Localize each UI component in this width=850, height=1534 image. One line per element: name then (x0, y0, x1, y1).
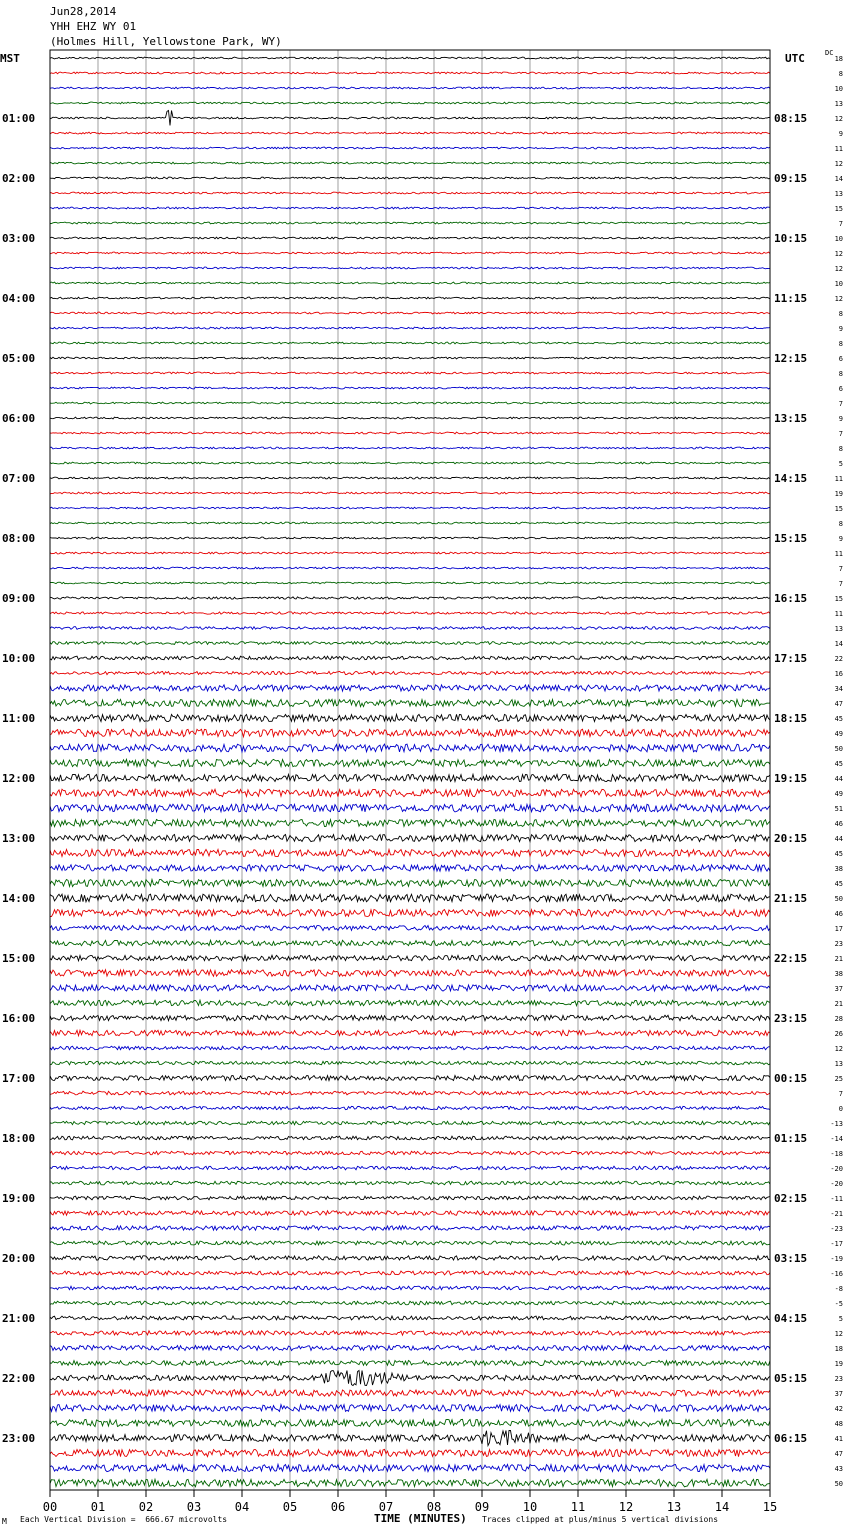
left-axis-label: MST (0, 52, 20, 65)
seismic-trace (50, 462, 770, 464)
dc-offset-label: 47 (834, 1450, 843, 1458)
dc-offset-label: 10 (834, 235, 843, 243)
x-tick-label: 12 (618, 1500, 634, 1514)
dc-offset-label: 23 (834, 940, 843, 948)
dc-offset-label: 13 (834, 100, 843, 108)
dc-offset-label: 11 (834, 145, 843, 153)
dc-offset-label: -17 (830, 1240, 843, 1248)
dc-offset-label: 44 (834, 775, 843, 783)
dc-offset-label: 38 (834, 970, 843, 978)
mst-hour-label: 06:00 (2, 412, 36, 425)
seismic-trace (50, 612, 770, 614)
dc-offset-label: 15 (834, 595, 843, 603)
utc-hour-label: 04:15 (774, 1312, 808, 1325)
dc-offset-label: 10 (834, 85, 843, 93)
seismic-trace (50, 729, 770, 737)
mst-hour-label: 21:00 (2, 1312, 36, 1325)
dc-offset-label: 13 (834, 190, 843, 198)
seismic-trace (50, 1449, 770, 1456)
dc-offset-label: 49 (834, 790, 843, 798)
station-code: YHH EHZ WY 01 (50, 20, 137, 33)
seismic-trace (50, 804, 770, 812)
x-tick-label: 01 (90, 1500, 106, 1514)
dc-offset-label: 49 (834, 730, 843, 738)
utc-hour-label: 14:15 (774, 472, 808, 485)
seismic-trace (50, 744, 770, 752)
mst-hour-label: 10:00 (2, 652, 36, 665)
dc-offset-label: 8 (838, 70, 843, 78)
mst-hour-label: 09:00 (2, 592, 36, 605)
mst-hour-label: 17:00 (2, 1072, 36, 1085)
mst-hour-label: 16:00 (2, 1012, 36, 1025)
dc-offset-label: 8 (838, 520, 843, 528)
dc-offset-label: -13 (830, 1120, 843, 1128)
dc-offset-label: 9 (838, 130, 843, 138)
dc-offset-label: 22 (834, 655, 843, 663)
seismic-trace (50, 1431, 770, 1446)
seismic-trace (50, 432, 770, 434)
seismic-trace (50, 955, 770, 960)
utc-hour-label: 11:15 (774, 292, 808, 305)
seismic-trace (50, 1091, 770, 1095)
dc-offset-label: 5 (838, 1315, 843, 1323)
utc-hour-label: 22:15 (774, 952, 808, 965)
dc-offset-label: 14 (834, 640, 843, 648)
seismic-trace (50, 759, 770, 766)
dc-offset-label: 9 (838, 325, 843, 333)
dc-offset-label: 12 (834, 1045, 843, 1053)
dc-offset-label: 0 (838, 1105, 843, 1113)
dc-offset-label: 11 (834, 550, 843, 558)
seismic-trace (50, 671, 770, 674)
dc-label: DC (825, 49, 834, 57)
mst-hour-label: 23:00 (2, 1432, 36, 1445)
dc-offset-label: 12 (834, 265, 843, 273)
dc-offset-label: 18 (834, 55, 843, 63)
dc-offset-label: -11 (830, 1195, 843, 1203)
seismic-trace (50, 1371, 770, 1386)
mst-hour-label: 08:00 (2, 532, 36, 545)
dc-offset-label: 8 (838, 445, 843, 453)
dc-offset-label: 19 (834, 490, 843, 498)
seismic-trace (50, 774, 770, 781)
x-tick-label: 05 (282, 1500, 298, 1514)
seismic-trace (50, 252, 770, 254)
plot-frame (50, 50, 770, 1490)
axis-labels (2, 55, 843, 1514)
seismic-trace (50, 402, 770, 404)
dc-offset-label: 46 (834, 820, 843, 828)
clip-note: Traces clipped at plus/minus 5 vertical divisions (482, 1515, 719, 1524)
dc-offset-label: 6 (838, 355, 843, 363)
seismic-trace (50, 1166, 770, 1170)
seismic-trace (50, 567, 770, 569)
seismic-trace (50, 297, 770, 299)
dc-offset-label: -14 (830, 1135, 843, 1143)
dc-offset-label: 48 (834, 1420, 843, 1428)
dc-offset-label: 45 (834, 760, 843, 768)
seismic-trace (50, 1361, 770, 1366)
mst-hour-label: 01:00 (2, 112, 36, 125)
x-tick-label: 11 (570, 1500, 586, 1514)
utc-hour-label: 12:15 (774, 352, 808, 365)
utc-hour-label: 01:15 (774, 1132, 808, 1145)
dc-offset-label: 15 (834, 205, 843, 213)
right-axis-label: UTC (785, 52, 805, 65)
seismic-trace (50, 1015, 770, 1020)
x-axis-title: TIME (MINUTES) (374, 1512, 467, 1525)
dc-offset-label: 16 (834, 670, 843, 678)
seismic-trace (50, 642, 770, 645)
dc-offset-label: 37 (834, 985, 843, 993)
seismic-trace (50, 1226, 770, 1230)
seismic-trace (50, 849, 770, 856)
dc-offset-label: 9 (838, 415, 843, 423)
seismic-trace (50, 1136, 770, 1140)
dc-offset-label: 8 (838, 370, 843, 378)
dc-offset-label: 10 (834, 280, 843, 288)
dc-offset-label: 34 (834, 685, 843, 693)
dc-offset-label: 17 (834, 925, 843, 933)
mst-hour-label: 13:00 (2, 832, 36, 845)
dc-offset-label: 25 (834, 1075, 843, 1083)
seismic-trace (50, 417, 770, 419)
dc-offset-label: 12 (834, 250, 843, 258)
plot-date: Jun28,2014 (50, 5, 117, 18)
seismic-trace (50, 537, 770, 539)
mst-hour-label: 14:00 (2, 892, 36, 905)
seismic-trace (50, 1121, 770, 1125)
seismic-traces (50, 57, 770, 1487)
seismic-trace (50, 342, 770, 344)
dc-offset-label: -19 (830, 1255, 843, 1263)
dc-offset-label: 11 (834, 610, 843, 618)
utc-hour-label: 16:15 (774, 592, 808, 605)
seismic-trace (50, 940, 770, 945)
seismic-trace (50, 87, 770, 89)
seismic-trace (50, 1405, 770, 1412)
seismic-trace (50, 894, 770, 902)
utc-hour-label: 10:15 (774, 232, 808, 245)
seismic-trace (50, 57, 770, 59)
seismic-trace (50, 1479, 770, 1487)
dc-offset-label: 43 (834, 1465, 843, 1473)
dc-offset-label: 19 (834, 1360, 843, 1368)
seismic-trace (50, 1196, 770, 1200)
seismic-trace (50, 1419, 770, 1426)
dc-offset-label: 11 (834, 475, 843, 483)
seismic-trace (50, 714, 770, 721)
dc-offset-label: 7 (838, 565, 843, 573)
dc-offset-label: 23 (834, 1375, 843, 1383)
mst-hour-label: 15:00 (2, 952, 36, 965)
seismic-trace (50, 1271, 770, 1275)
seismic-trace (50, 1151, 770, 1155)
utc-hour-label: 03:15 (774, 1252, 808, 1265)
utc-hour-label: 20:15 (774, 832, 808, 845)
dc-offset-label: 5 (838, 460, 843, 468)
dc-offset-label: 21 (834, 1000, 843, 1008)
seismic-trace (50, 327, 770, 329)
dc-offset-label: 51 (834, 805, 843, 813)
seismic-trace (50, 72, 770, 74)
seismic-trace (50, 627, 770, 630)
dc-offset-label: 12 (834, 1330, 843, 1338)
seismic-trace (50, 1181, 770, 1185)
x-tick-label: 10 (522, 1500, 538, 1514)
seismic-trace (50, 282, 770, 284)
dc-offset-label: 42 (834, 1405, 843, 1413)
mst-hour-label: 19:00 (2, 1192, 36, 1205)
dc-offset-label: 37 (834, 1390, 843, 1398)
dc-offset-label: 7 (838, 1090, 843, 1098)
seismic-trace (50, 685, 770, 691)
dc-offset-label: -21 (830, 1210, 843, 1218)
dc-offset-label: -20 (830, 1165, 843, 1173)
seismic-trace (50, 267, 770, 269)
seismic-trace (50, 819, 770, 826)
utc-hour-label: 02:15 (774, 1192, 808, 1205)
mst-hour-label: 22:00 (2, 1372, 36, 1385)
seismic-trace (50, 207, 770, 209)
seismic-trace (50, 1316, 770, 1320)
dc-offset-label: 6 (838, 385, 843, 393)
footer-mark: M (2, 1517, 7, 1526)
utc-hour-label: 00:15 (774, 1072, 808, 1085)
seismic-trace (50, 835, 770, 842)
seismic-trace (50, 1211, 770, 1215)
dc-offset-label: 47 (834, 700, 843, 708)
x-tick-label: 04 (234, 1500, 250, 1514)
dc-offset-label: 7 (838, 400, 843, 408)
dc-offset-label: 21 (834, 955, 843, 963)
x-tick-label: 14 (714, 1500, 730, 1514)
x-tick-label: 00 (42, 1500, 58, 1514)
dc-offset-label: 13 (834, 1060, 843, 1068)
seismic-trace (50, 970, 770, 976)
seismic-trace (50, 985, 770, 991)
scale-note: Each Vertical Division = 666.67 microvolts (20, 1515, 228, 1524)
x-tick-label: 03 (186, 1500, 202, 1514)
utc-hour-label: 23:15 (774, 1012, 808, 1025)
mst-hour-label: 05:00 (2, 352, 36, 365)
dc-offset-label: -16 (830, 1270, 843, 1278)
dc-offset-label: 9 (838, 535, 843, 543)
x-tick-label: 13 (666, 1500, 682, 1514)
dc-offset-label: 18 (834, 1345, 843, 1353)
seismic-trace (50, 1076, 770, 1081)
x-tick-label: 15 (762, 1500, 778, 1514)
utc-hour-label: 17:15 (774, 652, 808, 665)
seismic-trace (50, 147, 770, 149)
seismic-trace (50, 192, 770, 194)
mst-hour-label: 11:00 (2, 712, 36, 725)
seismic-trace (50, 879, 770, 886)
seismic-trace (50, 656, 770, 660)
seismic-trace (50, 909, 770, 916)
seismic-trace (50, 102, 770, 104)
dc-offset-label: 13 (834, 625, 843, 633)
seismic-trace (50, 387, 770, 389)
seismic-trace (50, 447, 770, 449)
dc-offset-label: 7 (838, 580, 843, 588)
seismic-trace (50, 552, 770, 554)
dc-offset-label: 7 (838, 220, 843, 228)
utc-hour-label: 21:15 (774, 892, 808, 905)
seismic-trace (50, 699, 770, 706)
utc-hour-label: 13:15 (774, 412, 808, 425)
dc-offset-label: 15 (834, 505, 843, 513)
mst-hour-label: 07:00 (2, 472, 36, 485)
mst-hour-label: 20:00 (2, 1252, 36, 1265)
dc-offset-label: -20 (830, 1180, 843, 1188)
dc-offset-label: 46 (834, 910, 843, 918)
dc-offset-label: 38 (834, 865, 843, 873)
seismic-trace (50, 1286, 770, 1290)
utc-hour-label: 06:15 (774, 1432, 808, 1445)
dc-offset-label: 8 (838, 340, 843, 348)
seismic-trace (50, 372, 770, 374)
dc-offset-label: 41 (834, 1435, 843, 1443)
seismic-trace (50, 477, 770, 479)
dc-offset-label: 50 (834, 895, 843, 903)
seismic-trace (50, 1390, 770, 1396)
dc-offset-label: -23 (830, 1225, 843, 1233)
x-tick-label: 08 (426, 1500, 442, 1514)
seismic-trace (50, 132, 770, 134)
seismic-trace (50, 865, 770, 871)
seismic-trace (50, 1241, 770, 1245)
dc-offset-label: 14 (834, 175, 843, 183)
utc-hour-label: 08:15 (774, 112, 808, 125)
mst-hour-label: 18:00 (2, 1132, 36, 1145)
seismic-trace (50, 222, 770, 224)
seismic-trace (50, 1331, 770, 1335)
mst-hour-label: 02:00 (2, 172, 36, 185)
x-tick-label: 02 (138, 1500, 154, 1514)
dc-offset-label: -5 (834, 1300, 843, 1308)
mst-hour-label: 03:00 (2, 232, 36, 245)
seismic-trace (50, 789, 770, 797)
seismic-trace (50, 492, 770, 494)
utc-hour-label: 15:15 (774, 532, 808, 545)
seismic-trace (50, 357, 770, 359)
dc-offset-label: 12 (834, 160, 843, 168)
seismic-trace (50, 926, 770, 931)
station-location: (Holmes Hill, Yellowstone Park, WY) (50, 35, 282, 48)
dc-offset-label: -18 (830, 1150, 843, 1158)
seismic-trace (50, 237, 770, 239)
seismic-trace (50, 111, 770, 126)
seismic-trace (50, 177, 770, 179)
dc-offset-label: 26 (834, 1030, 843, 1038)
seismic-trace (50, 1346, 770, 1351)
dc-offset-label: 8 (838, 310, 843, 318)
utc-hour-label: 09:15 (774, 172, 808, 185)
utc-hour-label: 05:15 (774, 1372, 808, 1385)
seismic-trace (50, 1000, 770, 1005)
seismic-trace (50, 1301, 770, 1305)
seismic-trace (50, 1030, 770, 1035)
dc-offset-label: 50 (834, 745, 843, 753)
mst-hour-label: 04:00 (2, 292, 36, 305)
dc-offset-label: 7 (838, 430, 843, 438)
dc-offset-label: 45 (834, 715, 843, 723)
seismic-trace (50, 507, 770, 509)
seismic-trace (50, 582, 770, 584)
x-tick-label: 07 (378, 1500, 394, 1514)
dc-offset-label: 45 (834, 850, 843, 858)
utc-hour-label: 18:15 (774, 712, 808, 725)
dc-offset-label: 50 (834, 1480, 843, 1488)
seismic-trace (50, 1256, 770, 1260)
dc-offset-label: 45 (834, 880, 843, 888)
dc-offset-label: 12 (834, 115, 843, 123)
seismic-trace (50, 1046, 770, 1050)
seismic-trace (50, 1464, 770, 1471)
seismic-trace (50, 1106, 770, 1109)
dc-offset-label: -8 (834, 1285, 843, 1293)
mst-hour-label: 12:00 (2, 772, 36, 785)
dc-offset-label: 44 (834, 835, 843, 843)
seismic-trace (50, 162, 770, 164)
x-tick-label: 06 (330, 1500, 346, 1514)
seismic-trace (50, 312, 770, 314)
dc-offset-label: 12 (834, 295, 843, 303)
dc-offset-label: 28 (834, 1015, 843, 1023)
seismic-trace (50, 1061, 770, 1065)
utc-hour-label: 19:15 (774, 772, 808, 785)
x-tick-label: 09 (474, 1500, 490, 1514)
seismic-trace (50, 597, 770, 599)
seismic-trace (50, 522, 770, 524)
